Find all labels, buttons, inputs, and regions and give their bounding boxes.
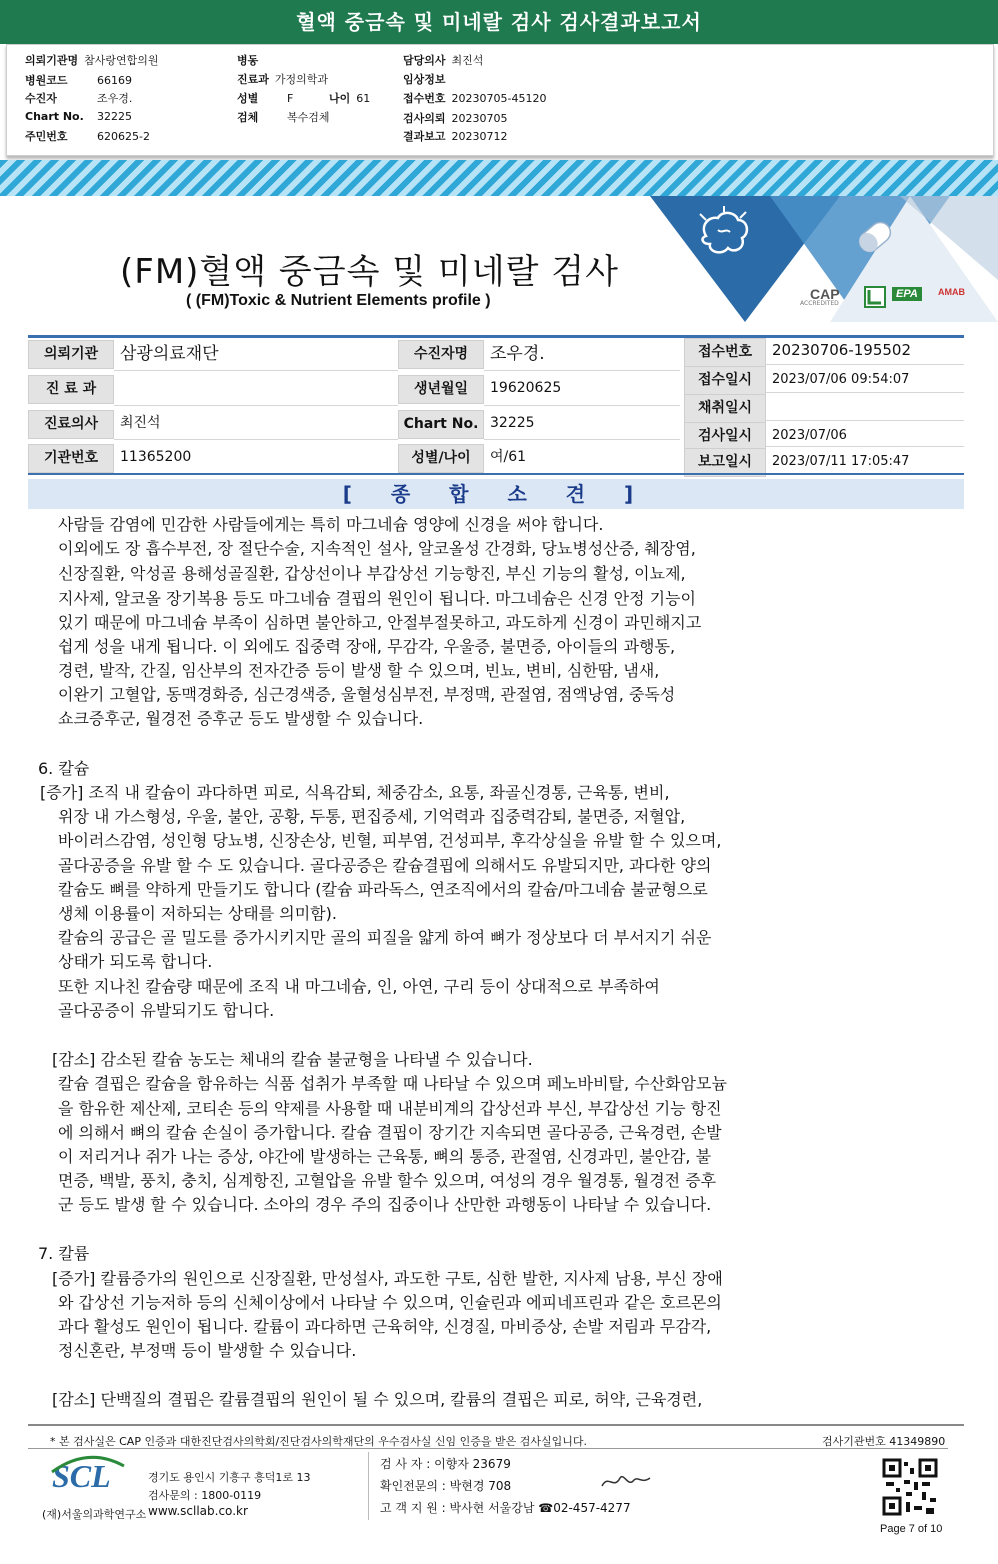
body-line: 와 갑상선 기능저하 등의 신체이상에서 나타날 수 있으며, 인슐린과 에피네프린과 같은 호르몬의 <box>58 1293 722 1312</box>
value-sex-age: 여/61 <box>490 449 527 465</box>
scl-logo: SCL <box>52 1458 111 1494</box>
value-institution: 삼광의료재단 <box>120 344 219 364</box>
body-line: 과다 활성도 원인이 됩니다. 칼륨이 과다하면 근육허약, 신경질, 마비증상, 손발 저림과 무감각, <box>58 1317 712 1336</box>
report-banner-title: 혈액 중금속 및 미네랄 검사 검사결과보고서 <box>0 0 998 44</box>
body-line: 사람들 감염에 민감한 사람들에게는 특히 마그네슘 영양에 신경을 써야 합니다. <box>58 515 604 534</box>
body-line: 칼슘의 공급은 골 밀도를 증가시키지만 골의 피질을 얇게 하여 뼈가 정상보다 더 부서지기 쉬운 <box>58 928 712 947</box>
info-patient: 수진자 조우경. <box>25 92 133 105</box>
body-line: 생체 이용률이 저하되는 상태를 의미함). <box>58 904 337 923</box>
label-collect-date: 채취일시 <box>684 394 766 423</box>
scl-inquiry: 검사문의 : 1800-0119 <box>148 1489 262 1502</box>
scl-address: 경기도 용인시 기흥구 흥덕1로 13 <box>148 1471 311 1484</box>
label-birth: 생년월일 <box>398 375 484 404</box>
info-specimen: 검체 복수검체 <box>237 111 330 124</box>
body-line: [감소] 단백질의 결핍은 칼륨결핍의 원인이 될 수 있으며, 칼륨의 결핍은 피로, 허약, 근육경련, <box>52 1390 703 1409</box>
body-line: 쉽게 성을 내게 됩니다. 이 외에도 집중력 장애, 무감각, 우울증, 불면증, 아이들의 과행동, <box>58 637 676 656</box>
section-heading-potassium: 7. 칼륨 <box>38 1244 90 1263</box>
value-report-date: 2023/07/11 17:05:47 <box>772 454 910 469</box>
label-chart: Chart No. <box>398 410 484 439</box>
footer-separator <box>28 1448 948 1449</box>
epa-logo: EPA <box>892 287 922 301</box>
label-receipt-no: 접수번호 <box>684 338 766 367</box>
value-receipt-no: 20230706-195502 <box>772 341 912 359</box>
label-sex-age: 성별/나이 <box>398 444 484 473</box>
body-line: 이 저리거나 쥐가 나는 증상, 야간에 발생하는 근육통, 뼈의 통증, 관절염, 신경과민, 불안감, 불 <box>58 1147 712 1166</box>
body-line: 면증, 백발, 풍치, 충치, 심계항진, 고혈압을 유발 할수 있으며, 여성의 경우 월경통, 월경전 증후 <box>58 1171 717 1190</box>
body-line: 신장질환, 악성골 용해성골질환, 갑상선이나 부갑상선 기능항진, 부신 기능의 활성, 이뇨제, <box>58 564 686 583</box>
body-line: 지사제, 알코올 장기복용 등도 마그네슘 결핍의 원인이 됩니다. 마그네슘은 신경 안정 기능이 <box>58 589 696 608</box>
body-line: 상태가 되도록 합니다. <box>58 952 213 971</box>
body-line: 칼슘도 뼈를 약하게 만들기도 합니다 (칼슘 파라독스, 연조직에서의 칼슘/마그네슘 불균형으로 <box>58 880 708 899</box>
body-line: 칼슘 결핍은 칼슘을 함유하는 식품 섭취가 부족할 때 나타날 수 있으며 페노바비탈, 수산화암모늄 <box>58 1074 727 1093</box>
body-line: 이외에도 장 흡수부전, 장 절단수술, 지속적인 설사, 알코올성 간경화, 당뇨병성산증, 췌장염, <box>58 539 696 558</box>
capsule-icon <box>850 212 900 262</box>
body-line: 골다공증을 유발 할 수 도 있습니다. 골다공증은 칼슘결핍에 의해서도 유발되지만, 과다한 양의 <box>58 856 712 875</box>
page-number: Page 7 of 10 <box>880 1523 943 1535</box>
body-line: 위장 내 가스형성, 우울, 불안, 공황, 두통, 편집증세, 기억력과 집중력감퇴, 불면증, 저혈압, <box>58 807 686 826</box>
info-hospital-code: 병원코드 66169 <box>25 74 132 87</box>
body-line: 있기 때문에 마그네슘 부족이 심하면 불안하고, 안절부절못하고, 과도하게 신경이 과민해지고 <box>58 613 702 632</box>
body-line: [감소] 감소된 칼슘 농도는 체내의 칼슘 불균형을 나타낼 수 있습니다. <box>52 1050 533 1069</box>
label-department: 진 료 과 <box>28 375 114 404</box>
body-line: 경련, 발작, 간질, 임산부의 전자간증 등이 발생 할 수 있으며, 빈뇨, 변비, 심한땀, 냄새, <box>58 661 660 680</box>
body-line: 정신혼란, 부정맥 등이 발생할 수 있습니다. <box>58 1341 357 1360</box>
label-receipt-date: 접수일시 <box>684 366 766 395</box>
info-resident-no: 주민번호 620625-2 <box>25 130 150 143</box>
section-heading-calcium: 6. 칼슘 <box>38 759 90 778</box>
info-test-request: 검사의뢰 20230705 <box>403 112 508 125</box>
label-test-date: 검사일시 <box>684 422 766 451</box>
value-test-date: 2023/07/06 <box>772 428 847 443</box>
value-receipt-date: 2023/07/06 09:54:07 <box>772 372 910 387</box>
value-birth: 19620625 <box>490 380 562 396</box>
footer-support: 고 객 지 원 : 박사현 서울강남 ☎02-457-4277 <box>380 1501 631 1515</box>
cap-logo: CAP <box>810 286 840 302</box>
label-patient: 수진자명 <box>398 340 484 369</box>
scl-name: (재)서울의과학연구소 <box>42 1508 147 1521</box>
value-doctor: 최진석 <box>120 415 161 431</box>
brain-icon <box>692 206 754 262</box>
body-line: 바이러스감염, 성인형 당뇨병, 신장손상, 빈혈, 피부염, 건성피부, 후각상실을 유발 할 수 있으며, <box>58 831 722 850</box>
info-department: 진료과 가정의학과 <box>237 73 329 86</box>
report-title: (FM)혈액 중금속 및 미네랄 검사 <box>120 252 619 292</box>
body-line: 또한 지나친 칼슘량 때문에 조직 내 마그네슘, 인, 아연, 구리 등이 상대적으로 부족하여 <box>58 977 660 996</box>
lm-logo <box>864 286 886 308</box>
footer-specialist: 확인전문의 : 박현경 708 <box>380 1479 512 1493</box>
info-ward: 병동 <box>237 54 259 67</box>
footer-tester: 검 사 자 : 이향자 23679 <box>380 1457 511 1471</box>
qr-code-icon <box>882 1458 938 1516</box>
body-line: 군 등도 발생 할 수 있습니다. 소아의 경우 주의 집중이나 산만한 과행동이 나타날 수 있습니다. <box>58 1195 712 1214</box>
info-age: 나이 61 <box>329 92 371 105</box>
amab-logo: AMAB <box>938 287 965 297</box>
value-chart: 32225 <box>490 415 535 431</box>
body-line: 이완기 고혈압, 동맥경화증, 심근경색증, 울혈성심부전, 부정맥, 관절염, 점액낭염, 중독성 <box>58 685 676 704</box>
scl-website[interactable]: www.scllab.co.kr <box>148 1504 248 1518</box>
signature-icon <box>598 1470 654 1494</box>
patient-info-box <box>6 44 994 156</box>
body-line: [증가] 조직 내 칼슘이 과다하면 피로, 식욕감퇴, 체중감소, 요통, 좌골신경통, 근육통, 변비, <box>40 783 670 802</box>
body-line: 쇼크증후군, 월경전 증후군 등도 발생할 수 있습니다. <box>58 709 424 728</box>
cap-logo-sub: ACCREDITED <box>800 300 839 307</box>
body-line: 을 함유한 제산제, 코티손 등의 약제를 사용할 때 내분비계의 갑상선과 부신, 부갑상선 기능 항진 <box>58 1099 722 1118</box>
scl-logo-arc <box>48 1452 128 1476</box>
label-doctor: 진료의사 <box>28 410 114 439</box>
info-clinical: 임상정보 <box>403 73 446 86</box>
label-inst-no: 기관번호 <box>28 444 114 473</box>
info-receipt-no: 접수번호 20230705-45120 <box>403 92 547 105</box>
table-bottom-rule <box>28 473 964 475</box>
conclusion-heading: [ 종 합 소 견 ] <box>28 479 964 509</box>
info-referring-institution: 의뢰기관명 참사랑연합의원 <box>25 54 159 67</box>
info-result-report: 결과보고 20230712 <box>403 130 508 143</box>
info-sex: 성별 F <box>237 92 294 105</box>
label-institution: 의뢰기관 <box>28 340 114 369</box>
footer-rule <box>28 1424 964 1426</box>
report-subtitle: ( (FM)Toxic & Nutrient Elements profile ) <box>186 292 491 309</box>
value-inst-no: 11365200 <box>120 449 192 465</box>
body-line: 골다공증이 유발되기도 합니다. <box>58 1001 275 1020</box>
body-line: [증가] 칼륨증가의 원인으로 신장질환, 만성설사, 과도한 구토, 심한 발한, 지사제 남용, 부신 장애 <box>52 1269 723 1288</box>
body-line: 에 의해서 뼈의 칼슘 손실이 증가합니다. 칼슘 결핍이 장기간 지속되면 골다공증, 근육경련, 손발 <box>58 1123 722 1142</box>
label-report-date: 보고일시 <box>684 448 766 477</box>
info-doctor: 담당의사 최진석 <box>403 54 484 67</box>
footer-certification-note: * 본 검사실은 CAP 인증과 대한진단검사의학회/진단검사의학재단의 우수검사실 신임 인증을 받은 검사실입니다. <box>50 1435 588 1448</box>
info-chart-no: Chart No. 32225 <box>25 110 132 123</box>
footer-lab-number: 검사기관번호 41349890 <box>822 1435 946 1448</box>
value-patient: 조우경. <box>490 344 545 364</box>
